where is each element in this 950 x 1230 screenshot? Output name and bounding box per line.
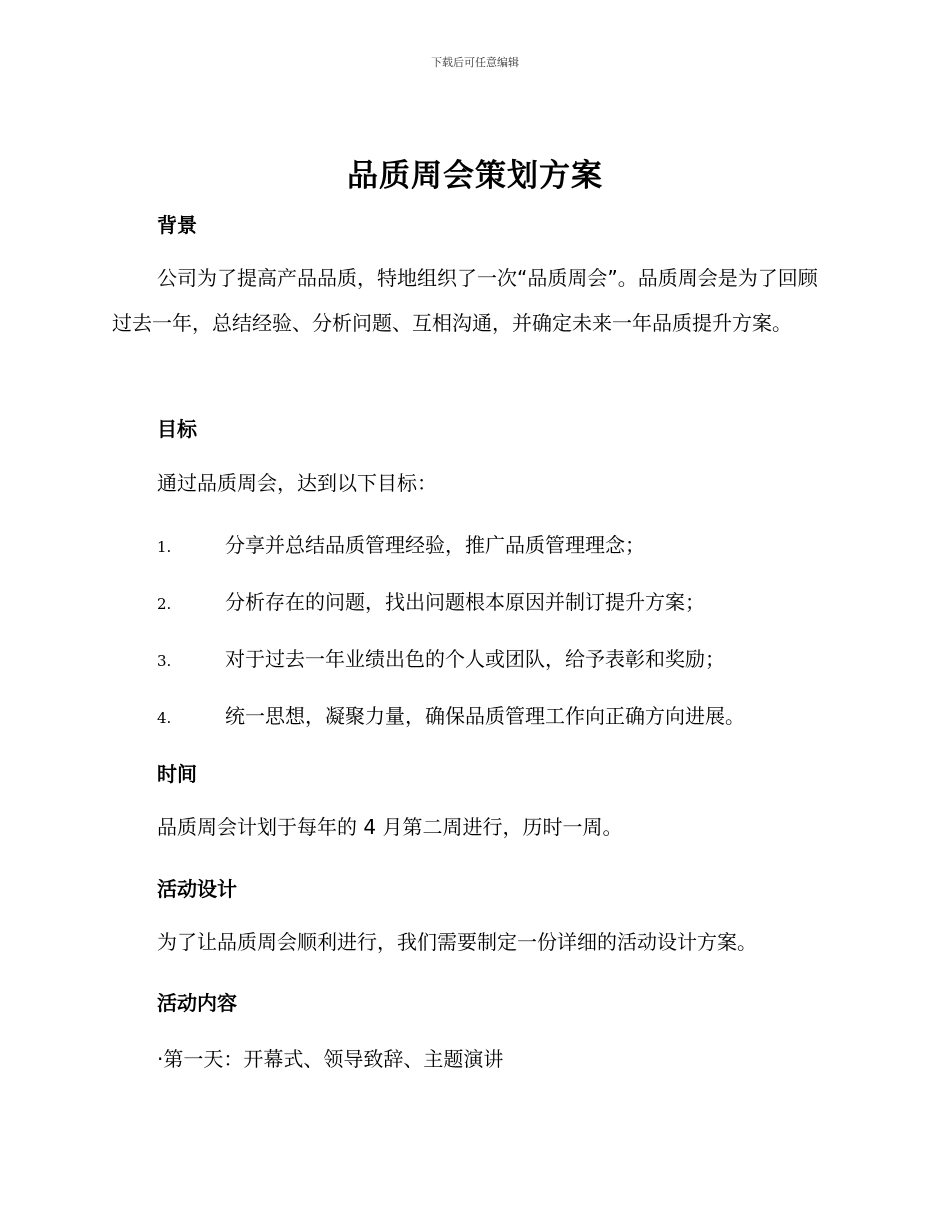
goal-text: 统一思想，凝聚力量，确保品质管理工作向正确方向进展。	[225, 704, 745, 728]
goal-text: 分享并总结品质管理经验，推广品质管理理念；	[225, 533, 645, 557]
background-paragraph: 公司为了提高产品品质，特地组织了一次“品质周会”。品质周会是为了回顾过去一年，总结经验、分析问题、互相沟通，并确定未来一年品质提升方案。	[112, 266, 818, 335]
activity-design-text: 为了让品质周会顺利进行，我们需要制定一份详细的活动设计方案。	[157, 930, 757, 954]
goals-intro: 通过品质周会，达到以下目标：	[157, 471, 437, 495]
goal-number: 4.	[157, 709, 172, 727]
section-heading-goals: 目标	[157, 417, 197, 441]
goal-number: 3.	[157, 652, 172, 670]
section-heading-activity-design: 活动设计	[157, 877, 237, 901]
goal-number: 1.	[157, 538, 172, 556]
goal-list-item	[157, 643, 725, 672]
goal-text: 分析存在的问题，找出问题根本原因并制订提升方案；	[225, 590, 705, 614]
section-heading-activity-content: 活动内容	[157, 991, 237, 1015]
time-text: 品质周会计划于每年的 4 月第二周进行，历时一周。	[157, 815, 623, 839]
section-heading-background: 背景	[157, 213, 197, 237]
activity-content-item	[157, 1043, 503, 1072]
goal-list-item	[157, 586, 705, 615]
goal-number: 2.	[157, 595, 172, 613]
header-note: 下载后可任意编辑	[431, 56, 519, 69]
bullet-icon: ·	[157, 1047, 164, 1071]
section-heading-time: 时间	[157, 762, 197, 786]
goal-list-item	[157, 529, 645, 558]
document-title: 品质周会策划方案	[347, 158, 603, 194]
goal-list-item	[157, 700, 745, 729]
activity-content-text: 第一天：开幕式、领导致辞、主题演讲	[163, 1047, 504, 1071]
goal-text: 对于过去一年业绩出色的个人或团队，给予表彰和奖励；	[225, 647, 725, 671]
